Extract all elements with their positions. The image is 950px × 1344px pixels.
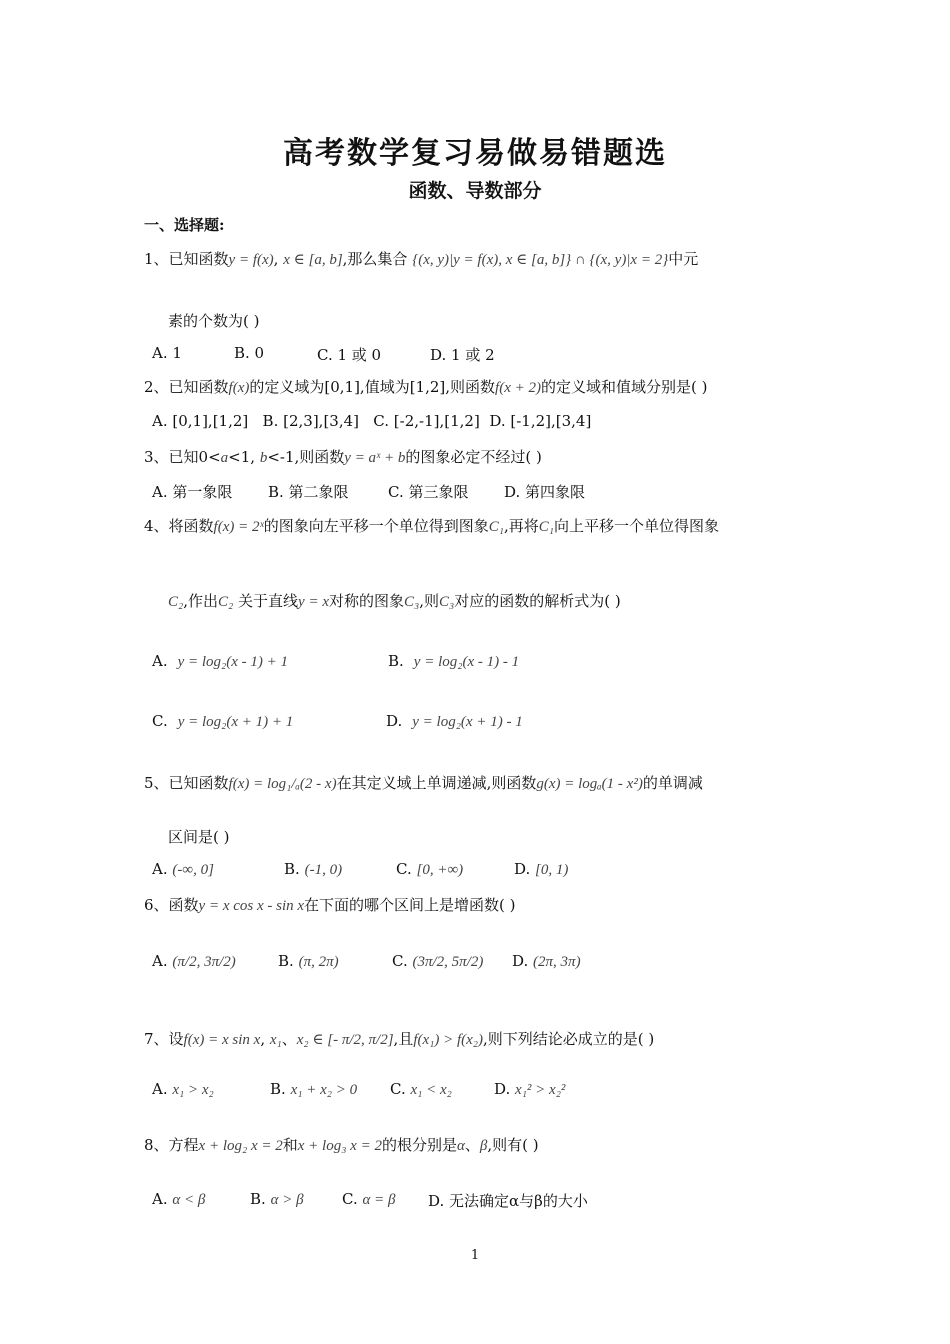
q2-text: 2、已知函数 bbox=[144, 378, 229, 396]
q3-formula-1: a bbox=[220, 450, 229, 466]
q5-option-b-value: (-1, 0) bbox=[304, 862, 343, 878]
q8-option-d-value: 无法确定α与β的大小 bbox=[449, 1192, 588, 1210]
q7-formula-4: f(x₁) > f(x₂) bbox=[413, 1032, 483, 1048]
q3-text-mid-2: <-1,则函数 bbox=[267, 448, 345, 466]
q3-text-mid-1: <1, bbox=[228, 448, 256, 466]
q5-option-b-label: B. bbox=[284, 860, 300, 878]
q4-option-b bbox=[388, 652, 519, 671]
q4-text-mid-2: ,再将 bbox=[503, 517, 539, 535]
q7-option-a-label: A. bbox=[152, 1080, 168, 1098]
q7-text: 7、设 bbox=[144, 1030, 184, 1048]
q4-l2-text-2: 关于直线 bbox=[238, 592, 299, 610]
q5-option-b bbox=[284, 860, 342, 879]
q8-text-post: ,则有( ) bbox=[487, 1136, 539, 1154]
q1-text-mid: ,那么集合 bbox=[342, 250, 408, 268]
q8-option-c-value: α = β bbox=[362, 1192, 396, 1208]
q1-option-a: A. 1 bbox=[152, 344, 182, 362]
q7-option-b-value: x₁ + x₂ > 0 bbox=[290, 1082, 358, 1098]
q4-formula-2: C₁ bbox=[488, 519, 504, 535]
q5-text-mid: 在其定义域上单调递减,则函数 bbox=[336, 774, 537, 792]
q7-formula-3: x₂ ∈ [- π/2, π/2] bbox=[296, 1032, 394, 1048]
q7-option-b bbox=[270, 1080, 357, 1099]
q2-formula-2: f(x + 2) bbox=[495, 380, 541, 396]
q6-option-c-value: (3π/2, 5π/2) bbox=[412, 954, 484, 970]
q6-option-b-value: (π, 2π) bbox=[298, 954, 339, 970]
q4-option-d-label: D. bbox=[386, 712, 403, 730]
q5-option-d-value: [0, 1) bbox=[535, 862, 569, 878]
q6-option-d-label: D. bbox=[512, 952, 529, 970]
q4-l2-formula-4: C₃ bbox=[404, 594, 420, 610]
q7-option-a-value: x₁ > x₂ bbox=[172, 1082, 214, 1098]
q8-option-b bbox=[250, 1190, 304, 1209]
q8-option-a-label: A. bbox=[152, 1190, 168, 1208]
q8-option-b-label: B. bbox=[250, 1190, 266, 1208]
q2-formula-1: f(x) bbox=[228, 380, 250, 396]
q3-formula-2: b bbox=[259, 450, 268, 466]
q1-sep: , bbox=[273, 250, 279, 268]
q8-option-b-value: α > β bbox=[270, 1192, 304, 1208]
q1-text: 1、已知函数 bbox=[144, 250, 229, 268]
q3-option-d: D. 第四象限 bbox=[504, 483, 586, 501]
page-number: 1 bbox=[470, 1248, 480, 1263]
document-subtitle: 函数、导数部分 bbox=[408, 180, 542, 202]
q4-l2-formula-5: C₃ bbox=[439, 594, 455, 610]
q8-text-mid-2: 的根分别是 bbox=[381, 1136, 457, 1154]
q8-formula-1: x + log₂ x = 2 bbox=[198, 1138, 283, 1154]
q3-option-b: B. 第二象限 bbox=[268, 483, 349, 501]
q6-formula-1: y = x cos x - sin x bbox=[198, 898, 305, 914]
q6-option-d-value: (2π, 3π) bbox=[533, 954, 581, 970]
question-2 bbox=[144, 376, 707, 397]
q6-option-a-value: (π/2, 3π/2) bbox=[172, 954, 236, 970]
q5-option-d-label: D. bbox=[514, 860, 531, 878]
q4-l2-text-3: 对称的图象 bbox=[328, 592, 404, 610]
q4-text: 4、将函数 bbox=[144, 517, 214, 535]
q6-option-c bbox=[392, 952, 483, 971]
q6-option-c-label: C. bbox=[392, 952, 408, 970]
q5-text-post: 的单调减 bbox=[642, 774, 703, 792]
q1-formula-3: {(x, y)|y = f(x), x ∈ [a, b]} ∩ {(x, y)|x = 2} bbox=[412, 252, 669, 268]
q4-option-d bbox=[386, 712, 523, 731]
q4-formula-1: f(x) = 2ˣ bbox=[213, 519, 264, 535]
q2-text-mid: 的定义域为[0,1],值域为[1,2],则函数 bbox=[249, 378, 496, 396]
q8-formula-4: β bbox=[479, 1138, 488, 1154]
q4-text-post: 向上平移一个单位得图象 bbox=[553, 517, 719, 535]
q5-option-c-label: C. bbox=[396, 860, 412, 878]
q3-text: 3、已知0< bbox=[144, 448, 221, 466]
q4-option-b-label: B. bbox=[388, 652, 404, 670]
q8-option-a bbox=[152, 1190, 205, 1209]
q5-option-c bbox=[396, 860, 463, 879]
q8-option-d-label: D. bbox=[428, 1192, 445, 1210]
q7-option-c-value: x₁ < x₂ bbox=[410, 1082, 452, 1098]
q4-option-c-label: C. bbox=[152, 712, 168, 730]
q6-option-b bbox=[278, 952, 339, 971]
q8-text-mid-1: 和 bbox=[282, 1136, 298, 1154]
q7-sep: , bbox=[260, 1030, 266, 1048]
q8-sep: 、 bbox=[464, 1136, 480, 1154]
q3-option-a: A. 第一象限 bbox=[152, 483, 233, 501]
question-3 bbox=[144, 446, 542, 467]
q7-sep-2: 、 bbox=[281, 1030, 297, 1048]
q4-l2-text-1: ,作出 bbox=[183, 592, 219, 610]
q4-line-2 bbox=[168, 590, 621, 611]
q3-formula-3: y = aˣ + b bbox=[344, 450, 406, 466]
q6-option-a-label: A. bbox=[152, 952, 168, 970]
q5-option-a-value: (-∞, 0] bbox=[172, 862, 214, 878]
q8-formula-2: x + log₃ x = 2 bbox=[297, 1138, 382, 1154]
q4-option-a-label: A. bbox=[152, 652, 168, 670]
q4-formula-3: C₁ bbox=[538, 519, 554, 535]
q8-option-d bbox=[428, 1190, 588, 1211]
q4-l2-text-4: ,则 bbox=[419, 592, 440, 610]
q1-text-post: 中元 bbox=[668, 250, 699, 268]
q8-option-a-value: α < β bbox=[172, 1192, 206, 1208]
q1-formula-1: y = f(x) bbox=[228, 252, 274, 268]
q4-option-b-formula: y = log₂(x - 1) - 1 bbox=[413, 654, 520, 670]
q5-option-d bbox=[514, 860, 568, 879]
q4-option-a bbox=[152, 652, 288, 671]
q6-option-d bbox=[512, 952, 581, 971]
q3-text-post: 的图象必定不经过( ) bbox=[405, 448, 542, 466]
q7-formula-2: x₁ bbox=[269, 1032, 282, 1048]
q4-option-d-formula: y = log₂(x + 1) - 1 bbox=[412, 714, 523, 730]
q1-option-b: B. 0 bbox=[234, 344, 265, 362]
q6-option-b-label: B. bbox=[278, 952, 294, 970]
q8-option-c-label: C. bbox=[342, 1190, 358, 1208]
q7-formula-1: f(x) = x sin x bbox=[183, 1032, 261, 1048]
q7-option-c bbox=[390, 1080, 452, 1099]
question-4 bbox=[144, 515, 719, 536]
q4-option-c-formula: y = log₂(x + 1) + 1 bbox=[177, 714, 294, 730]
question-6 bbox=[144, 894, 516, 915]
q7-option-a bbox=[152, 1080, 214, 1099]
question-1 bbox=[144, 248, 698, 269]
q5-formula-2: g(x) = logₐ(1 - x²) bbox=[536, 776, 643, 792]
q7-option-d-value: x₁² > x₂² bbox=[515, 1082, 566, 1098]
document-title: 高考数学复习易做易错题选 bbox=[283, 136, 667, 171]
q5-continuation: 区间是( ) bbox=[168, 828, 230, 846]
q7-option-d-label: D. bbox=[494, 1080, 511, 1098]
q4-l2-formula-2: C₂ bbox=[218, 594, 234, 610]
section-heading: 一、选择题: bbox=[144, 216, 225, 234]
q4-l2-text-5: 对应的函数的解析式为( ) bbox=[454, 592, 621, 610]
question-5 bbox=[144, 772, 703, 793]
q4-l2-formula-3: y = x bbox=[298, 594, 329, 610]
q2-options: A. [0,1],[1,2] B. [2,3],[3,4] C. [-2,-1],[1,2] D. [-1,2],[3,4] bbox=[152, 412, 592, 430]
q4-text-mid-1: 的图象向左平移一个单位得到图象 bbox=[263, 517, 489, 535]
q6-text-post: 在下面的哪个区间上是增函数( ) bbox=[304, 896, 516, 914]
q5-text: 5、已知函数 bbox=[144, 774, 229, 792]
q7-option-d bbox=[494, 1080, 565, 1099]
question-7 bbox=[144, 1028, 654, 1049]
q5-formula-1: f(x) = log₁/ₐ(2 - x) bbox=[228, 776, 337, 792]
q8-text: 8、方程 bbox=[144, 1136, 199, 1154]
q1-option-d: D. 1 或 2 bbox=[430, 346, 495, 364]
q3-option-c: C. 第三象限 bbox=[388, 483, 469, 501]
q7-option-b-label: B. bbox=[270, 1080, 286, 1098]
q2-text-post: 的定义域和值域分别是( ) bbox=[540, 378, 708, 396]
q6-option-a bbox=[152, 952, 236, 971]
q6-text: 6、函数 bbox=[144, 896, 199, 914]
q5-option-c-value: [0, +∞) bbox=[416, 862, 464, 878]
q1-formula-2: x ∈ [a, b] bbox=[283, 252, 343, 268]
q8-formula-3: α bbox=[456, 1138, 465, 1154]
q7-text-post: ,则下列结论必成立的是( ) bbox=[483, 1030, 655, 1048]
q4-option-a-formula: y = log₂(x - 1) + 1 bbox=[177, 654, 289, 670]
q1-continuation: 素的个数为( ) bbox=[168, 312, 260, 330]
q4-option-c bbox=[152, 712, 293, 731]
q4-l2-formula-1: C₂ bbox=[168, 594, 184, 610]
q7-option-c-label: C. bbox=[390, 1080, 406, 1098]
q5-option-a-label: A. bbox=[152, 860, 168, 878]
q1-option-c: C. 1 或 0 bbox=[317, 346, 382, 364]
question-8 bbox=[144, 1134, 539, 1155]
q5-option-a bbox=[152, 860, 214, 879]
q7-text-mid: ,且 bbox=[393, 1030, 414, 1048]
q8-option-c bbox=[342, 1190, 395, 1209]
